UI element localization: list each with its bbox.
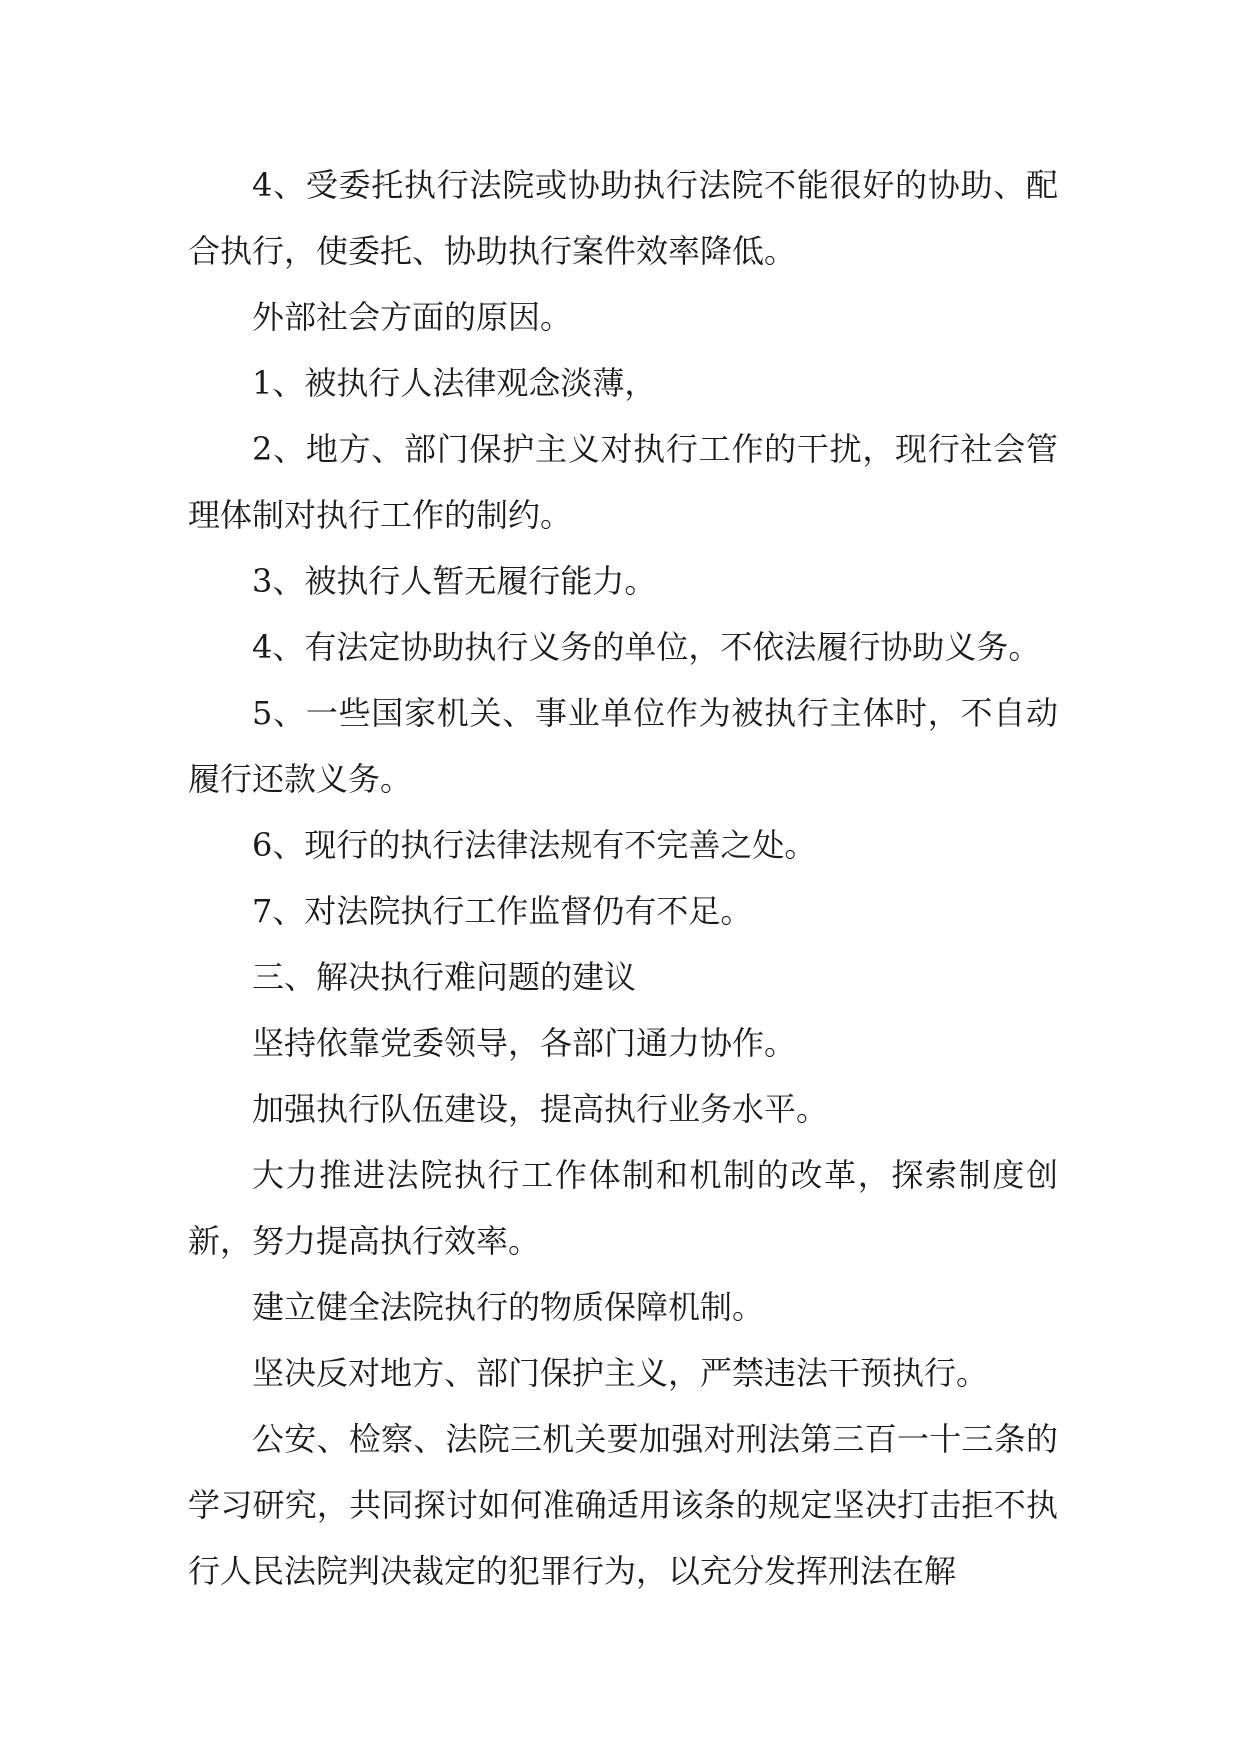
paragraph-item-1: 1、被执行人法律观念淡薄， [252,364,657,402]
paragraph-item-delegated-court: 4、受委托执行法院或协助执行法院不能很好的协助、配合执行，使委托、协助执行案件效率降低。 [188,166,1058,270]
paragraph-item-2: 2、地方、部门保护主义对执行工作的干扰，现行社会管理体制对执行工作的制约。 [188,430,1058,534]
paragraph-external-causes-heading: 外部社会方面的原因。 [252,298,573,336]
paragraph-item-3: 3、被执行人暂无履行能力。 [252,562,657,600]
paragraph-item-5: 5、一些国家机关、事业单位作为被执行主体时，不自动履行还款义务。 [188,694,1058,798]
paragraph-suggestion-criminal-law: 公安、检察、法院三机关要加强对刑法第三百一十三条的学习研究，共同探讨如何准确适用该条的规定坚决打击拒不执行人民法院判决裁定的犯罪行为，以充分发挥刑法在解 [188,1420,1058,1590]
section-heading-suggestions: 三、解决执行难问题的建议 [252,958,637,996]
paragraph-suggestion-party-leadership: 坚持依靠党委领导，各部门通力协作。 [252,1024,797,1062]
paragraph-suggestion-material-guarantee: 建立健全法院执行的物质保障机制。 [252,1288,765,1326]
paragraph-suggestion-anti-protectionism: 坚决反对地方、部门保护主义，严禁违法干预执行。 [252,1354,989,1392]
paragraph-item-7: 7、对法院执行工作监督仍有不足。 [252,892,753,930]
paragraph-item-6: 6、现行的执行法律法规有不完善之处。 [252,826,817,864]
paragraph-suggestion-team-building: 加强执行队伍建设，提高执行业务水平。 [252,1090,829,1128]
paragraph-suggestion-reform: 大力推进法院执行工作体制和机制的改革，探索制度创新，努力提高执行效率。 [188,1156,1058,1260]
paragraph-item-4: 4、有法定协助执行义务的单位，不依法履行协助义务。 [252,628,1041,666]
document-body [188,152,1058,1604]
